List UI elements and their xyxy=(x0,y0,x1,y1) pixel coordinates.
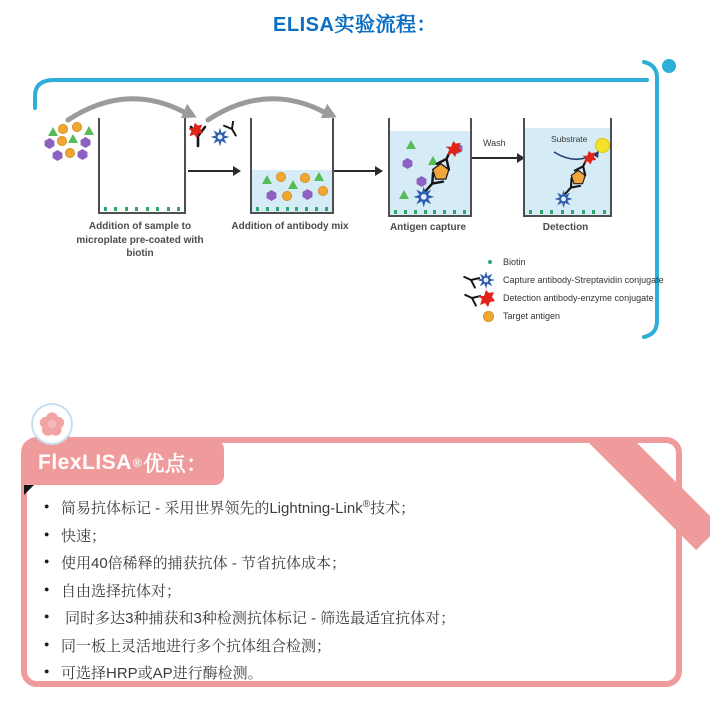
sandwich-complex-icon xyxy=(549,150,601,212)
advantages-list xyxy=(44,499,656,692)
registered-mark: ® xyxy=(132,455,143,470)
fold-corner-icon xyxy=(24,485,34,495)
wash-label: Wash xyxy=(483,138,506,148)
list-item: ● 同时多达3种捕获和3种检测抗体标记 - 筛选最适宜抗体对； xyxy=(44,609,656,628)
capture-antibody-icon xyxy=(208,121,240,149)
detection-conjugate-icon xyxy=(464,287,496,309)
legend-label: Target antigen xyxy=(503,311,561,321)
detection-antibody-icon xyxy=(189,122,207,152)
heading-pre: FlexLISA xyxy=(38,450,132,474)
legend-row xyxy=(458,289,664,307)
biotin-icon xyxy=(488,260,492,264)
list-item: ● 简易抗体标记 - 采用世界领先的Lightning-Link®技术； xyxy=(44,499,656,518)
diagram-legend xyxy=(458,253,664,325)
well-2 xyxy=(250,118,334,214)
well-4 xyxy=(523,118,612,217)
panel-1-caption: Addition of sample to microplate pre-coated with biotin xyxy=(76,221,204,259)
heading-post: 优点： xyxy=(143,452,208,476)
page-title: ELISA实验流程： xyxy=(273,14,437,36)
panel-4-caption: Detection xyxy=(542,222,589,233)
well-1 xyxy=(98,118,186,214)
legend-label: Capture antibody-Streptavidin conjugate xyxy=(503,275,664,285)
legend-label: Biotin xyxy=(503,257,526,267)
biotin-coating-icon xyxy=(394,210,466,214)
biotin-coating-icon xyxy=(529,210,606,214)
list-item: ● 自由选择抗体对； xyxy=(44,582,656,601)
advantages-heading xyxy=(22,440,224,485)
biotin-coating-icon xyxy=(104,207,180,211)
sandwich-complex-icon xyxy=(408,140,466,212)
blue-dot-icon xyxy=(662,59,676,73)
step-arrow-1-icon xyxy=(188,170,234,172)
wash-arrow-icon xyxy=(472,157,518,159)
biotin-coating-icon xyxy=(256,207,328,211)
legend-row xyxy=(458,307,664,325)
target-antigen-icon xyxy=(483,311,494,322)
substrate-label: Substrate xyxy=(551,134,588,144)
flower-badge xyxy=(31,403,73,445)
step-arrow-2-icon xyxy=(334,170,376,172)
legend-label: Detection antibody-enzyme conjugate xyxy=(503,293,654,303)
well-3 xyxy=(388,118,472,217)
list-item: ● 同一板上灵活地进行多个抗体组合检测； xyxy=(44,637,656,656)
flower-icon xyxy=(37,409,67,439)
panel-2-caption: Addition of antibody mix xyxy=(231,221,349,232)
list-item: ● 快速； xyxy=(44,527,656,546)
list-item: ● 使用40倍稀释的捕获抗体 - 节省抗体成本； xyxy=(44,554,656,573)
list-item: ● 可选择HRP或AP进行酶检测。 xyxy=(44,664,656,683)
panel-3-caption: Antigen capture xyxy=(389,222,467,233)
